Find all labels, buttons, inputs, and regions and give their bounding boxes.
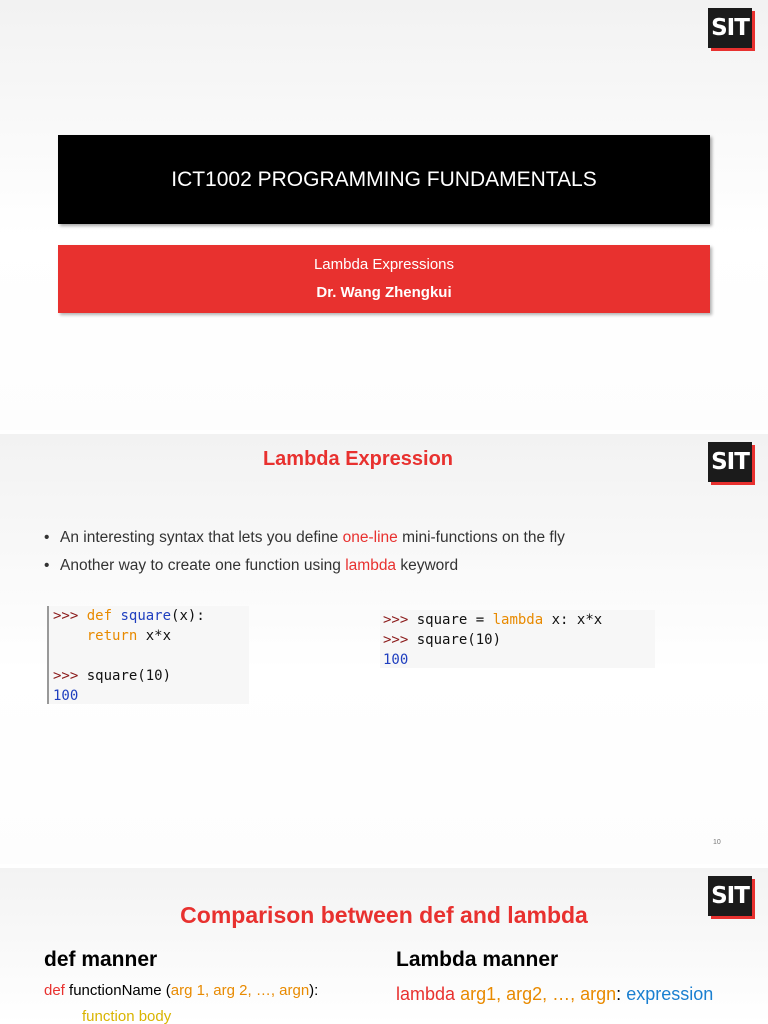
def-paren: ( xyxy=(165,982,171,999)
code-line xyxy=(53,666,249,686)
code-prompt: >>> xyxy=(383,632,409,648)
lambda-colon: : xyxy=(616,984,622,1004)
code-text: square(10) xyxy=(86,668,172,684)
def-code-sample xyxy=(47,606,249,704)
slide-title: Lambda Expression xyxy=(262,448,454,470)
lambda-heading: Lambda manner xyxy=(396,948,559,971)
lambda-expression-slide xyxy=(0,434,768,864)
code-line xyxy=(383,610,655,630)
bullet-text: mini-functions on the fly xyxy=(397,529,565,546)
code-text: (x): xyxy=(171,608,205,624)
bullet-highlight: one-line xyxy=(342,529,398,546)
def-function-name: functionName xyxy=(69,982,162,999)
def-keyword: def xyxy=(44,982,65,999)
title-slide xyxy=(0,0,768,430)
code-prompt: >>> xyxy=(53,608,79,624)
lambda-args: arg1, arg2, …, argn xyxy=(460,984,617,1004)
code-prompt: >>> xyxy=(383,612,409,628)
slide-title: Comparison between def and lambda xyxy=(180,902,588,928)
bullet-text: An interesting syntax that lets you define xyxy=(60,529,343,546)
bullet-text: Another way to create one function using xyxy=(60,557,346,574)
def-body: function body xyxy=(82,1008,172,1024)
bullet-icon: • xyxy=(44,557,50,574)
code-keyword: lambda xyxy=(492,612,544,628)
sit-logo xyxy=(708,8,752,48)
logo-text: SIT xyxy=(711,449,749,475)
logo-text: SIT xyxy=(711,15,749,41)
code-keyword: return xyxy=(86,628,138,644)
code-prompt: >>> xyxy=(53,668,79,684)
bullet-icon: • xyxy=(44,529,50,546)
code-output: 100 xyxy=(383,652,409,668)
code-text: square(10) xyxy=(416,632,502,648)
def-heading: def manner xyxy=(44,948,158,971)
bullet-item xyxy=(44,524,565,552)
def-syntax xyxy=(44,982,318,999)
code-line xyxy=(53,626,249,646)
subtitle-bar xyxy=(58,245,710,313)
code-text: x: x*x xyxy=(543,612,603,628)
bullet-text: keyword xyxy=(396,557,459,574)
code-text: square = xyxy=(416,612,493,628)
def-paren: ): xyxy=(309,982,319,999)
code-text: x*x xyxy=(145,628,172,644)
lecturer-name: Dr. Wang Zhengkui xyxy=(316,284,452,301)
code-output: 100 xyxy=(53,688,79,704)
code-line xyxy=(383,630,655,650)
comparison-slide xyxy=(0,868,768,1024)
code-keyword: def xyxy=(86,608,113,624)
bullet-highlight: lambda xyxy=(345,557,397,574)
def-args: arg 1, arg 2, …, argn xyxy=(170,982,310,999)
bullet-item xyxy=(44,552,565,580)
lecture-topic: Lambda Expressions xyxy=(313,256,455,273)
course-title: ICT1002 PROGRAMMING FUNDAMENTALS xyxy=(171,167,597,191)
lambda-code-sample xyxy=(380,610,655,668)
lambda-keyword: lambda xyxy=(396,984,456,1004)
code-line xyxy=(53,646,249,666)
course-title-bar xyxy=(58,135,710,224)
code-line xyxy=(53,606,249,626)
logo-text: SIT xyxy=(711,883,749,909)
page-number: 10 xyxy=(713,839,721,846)
bullet-list xyxy=(44,524,565,580)
code-function-name: square xyxy=(120,608,172,624)
lambda-syntax xyxy=(396,984,713,1005)
lambda-expression: expression xyxy=(626,984,714,1004)
